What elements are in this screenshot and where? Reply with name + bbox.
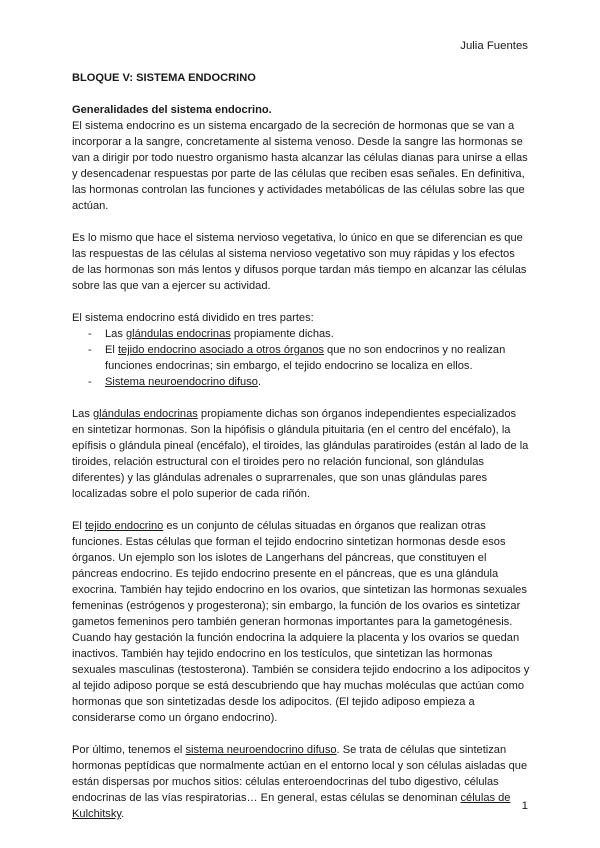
paragraph-intro: El sistema endocrino es un sistema encargado de la secreción de hormonas que se van a incorporar a la sangre, concretamente al sistema venoso. Desde la sangre las hormonas se van a dirigir por todo nuestro organismo hasta alcanzar las células dianas para unirse a ellas y desencadenar respuestas por parte de las células que reciben esas señales. En definitiva, las hormonas controlan las funciones y actividades metabólicas de las células sobre las que actúan. [72, 120, 528, 212]
document-body [72, 70, 530, 822]
text-span: Las [72, 408, 93, 420]
parts-list [72, 326, 530, 390]
text-span: Por último, tenemos el [72, 744, 186, 756]
text-span: . Se trata de células que sintetizan hormonas peptídicas que normalmente actúan en el entorno local y son células aisladas que están dispersas por muchos sitios: células enteroendocrinas del tubo digestivo, células endocrinas de las vías respiratorias… En general, estas células se denominan [72, 744, 528, 804]
underlined-term: sistema neuroendocrino difuso [185, 744, 337, 756]
list-text: El [105, 344, 118, 356]
list-text: que no son endocrinos y no realizan funciones endocrinas; sin embargo, el tejido endocrino se localiza en ellos. [105, 344, 506, 372]
underlined-term: células de Kulchitsky [72, 792, 511, 820]
paragraph-comparison: Es lo mismo que hace el sistema nervioso vegetativa, lo único en que se diferencian es que las respuestas de las células al sistema nervioso vegetativo son muy rápidas y los efectos de las hormonas son más lentos y difusos porque tardan más tiempo en alcanzar las células sobre las que van a ejercer su actividad. [72, 232, 527, 292]
page-number: 1 [521, 800, 528, 812]
underlined-term: tejido endocrino [84, 520, 164, 532]
underlined-term: Sistema neuroendocrino difuso [105, 376, 258, 388]
paragraph-diffuse-system [72, 742, 530, 822]
list-dash: - [88, 328, 92, 340]
paragraph-tissue [72, 518, 530, 726]
section-heading: Generalidades del sistema endocrino. [72, 104, 272, 116]
underlined-term: glándulas endocrinas [92, 408, 198, 420]
text-span: es un conjunto de células situadas en órganos que realizan otras funciones. Estas células que forman el tejido endocrino sintetizan hormonas desde esos órganos. Un ejemplo son los islotes de Langerhans del páncreas, que constituyen el páncreas endocrino. Es tejido endocrino presente en el páncreas, que es una glándula exocrina. También hay tejido endocrino en los ovarios, que sintetizan las hormonas sexuales femeninas (estrógenos y progesterona); sin embargo, la función de los ovarios es sintetizar gametos femeninos pero también generan hormonas importantes para la gametogénesis. Cuando hay gestación la función endocrina la adquiere la placenta y los ovarios se quedan inactivos. También hay tejido endocrino en los testículos, que sintetizan las hormonas sexuales masculinas (testosterona). También se considera tejido endocrino a los adipocitos y al tejido adiposo porque se está descubriendo que hay muchas moléculas que actúan como hormonas que son sintetizadas desde los adipocitos. (El tejido adiposo empieza a considerarse como un órgano endocrino). [72, 520, 530, 724]
text-span: propiamente dichas son órganos independientes especializados en sintetizar hormonas. Son la hipófisis o glándula pituitaria (en el centro del encéfalo), la epífisis o glándula pineal (encéfalo), el tiroides, las glándulas paratiroides (están al lado de la tiroides, relación estructural con el tiroides pero no relación funcional, son glándulas diferentes) y las glándulas adrenales o suprarrenales, que son unas glándulas pares localizadas sobre el polo superior de cada riñón. [72, 408, 529, 500]
list-text: . [257, 376, 262, 388]
list-item [72, 374, 530, 390]
author-header: Julia Fuentes [460, 40, 528, 52]
list-item [72, 326, 530, 342]
list-dash: - [88, 376, 92, 388]
underlined-term: glándulas endocrinas [125, 328, 231, 340]
text-span: El [72, 520, 85, 532]
underlined-term: tejido endocrino asociado a otros órganos [117, 344, 324, 356]
list-text: propiamente dichas. [230, 328, 334, 340]
text-span: . [121, 808, 125, 820]
paragraph-parts-intro: El sistema endocrino está dividido en tres partes: [72, 312, 314, 324]
list-text: Las [105, 328, 126, 340]
paragraph-glands [72, 406, 530, 502]
list-dash: - [88, 344, 92, 356]
document-title: BLOQUE V: SISTEMA ENDOCRINO [72, 72, 256, 84]
list-item [72, 342, 530, 374]
